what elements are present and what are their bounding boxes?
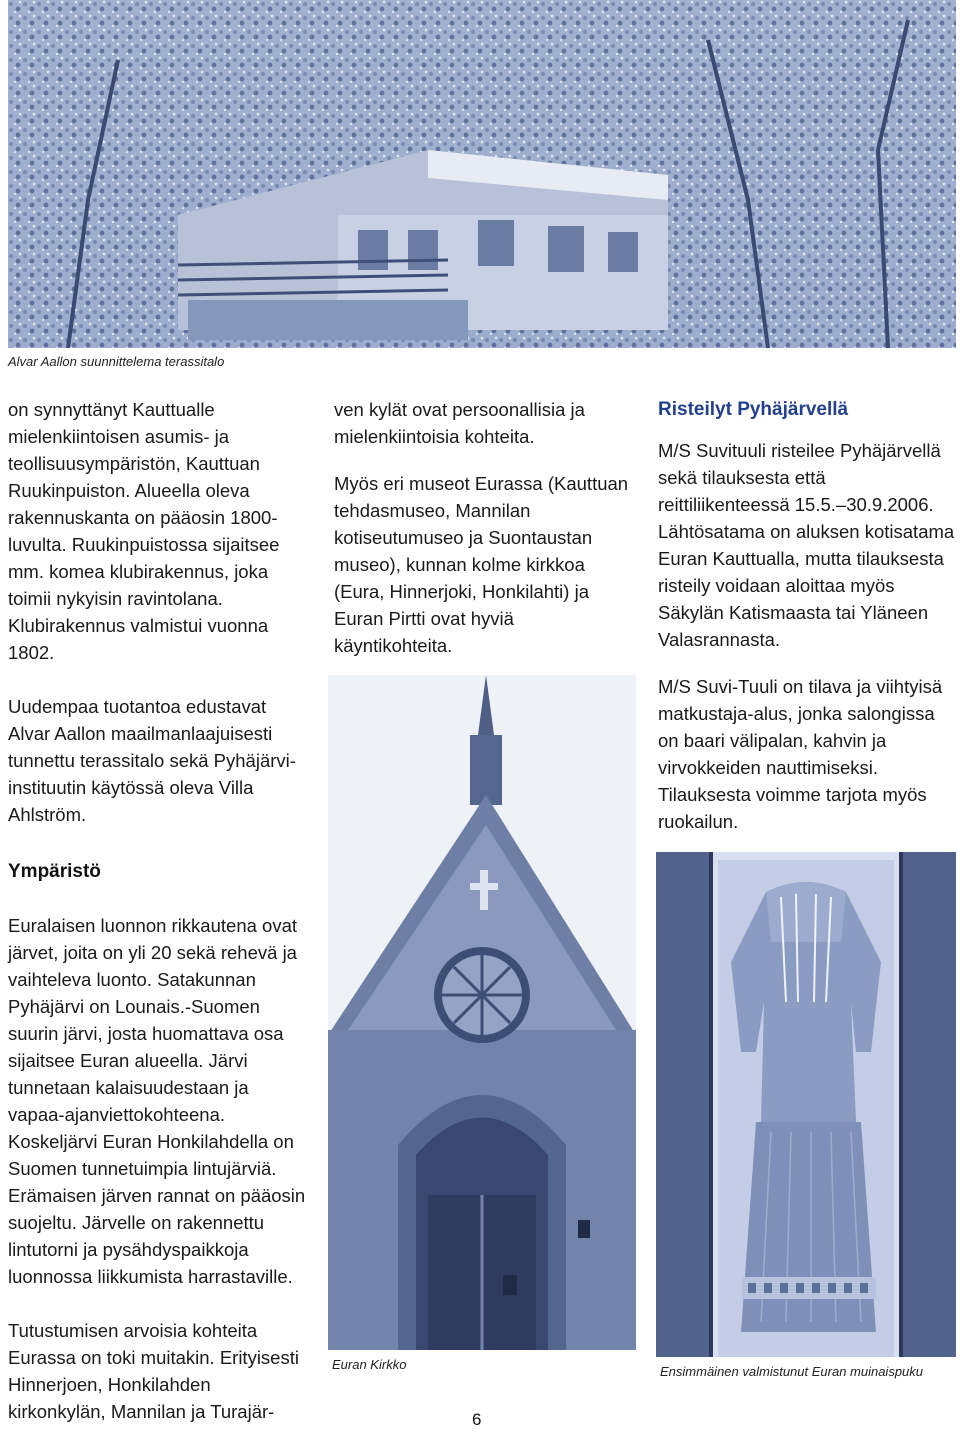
middle-para-1: ven kylät ovat persoonallisia ja mielenkiintoisia kohteita.	[334, 399, 585, 447]
page-number: 6	[472, 1410, 482, 1429]
left-para-2: Uudempaa tuotantoa edustavat Alvar Aallon maailmanlaajuisesti tunnettu terassitalo sekä Pyhäjärvi-instituutin käytössä oleva Villa Ahlström.	[8, 696, 296, 825]
top-photo-caption: Alvar Aallon suunnittelema terassitalo	[8, 354, 225, 369]
middle-column	[334, 396, 630, 659]
section-heading-ymparisto: Ympäristö	[8, 861, 101, 882]
church-caption: Euran Kirkko	[332, 1357, 407, 1372]
middle-para-2: Myös eri museot Eurassa (Kauttuan tehdasmuseo, Mannilan kotiseutumuseo ja Suontaustan museo), kunnan kolme kirkkoa (Eura, Hinnerjoki, Honkilahti) ja Euran Pirtti ovat hyviä käyntikohteita.	[334, 473, 629, 656]
terrace-house-photo	[8, 0, 956, 348]
right-para-2: M/S Suvi-Tuuli on tilava ja viihtyisä matkustaja-alus, jonka salongissa on baari välipalan, kahvin ja virvokkeiden nauttimiseksi. Tilauksesta voimme tarjota myös ruokailun.	[658, 676, 943, 832]
right-para-1: M/S Suvituuli risteilee Pyhäjärvellä sekä tilauksesta että reittiliikenteessä 15.5.–30.9.2006. Lähtösatama on aluksen kotisatama Euran Kauttualla, mutta tilauksesta risteily voidaan aloittaa myös Säkylän Katismaasta tai Yläneen Valasrannasta.	[658, 440, 955, 650]
costume-photo	[656, 852, 956, 1357]
left-para-3: Euralaisen luonnon rikkautena ovat järvet, joita on yli 20 sekä rehevä ja vaihteleva luonto. Satakunnan Pyhäjärvi on Lounais.-Suomen suurin järvi, josta huomattava osa sijaitsee Euran alueella. Järvi tunnetaan kalaisuudestaan ja vapaa-ajanviettokohteena. Koskeljärvi Euran Honkilahdella on Suomen tunnetuimpia lintujärviä. Erämaisen järven rannat on pääosin suojeltu. Järvelle on rakennettu lintutorni ja pysähdyspaikkoja luonnossa liikkumista harrastaville.	[8, 915, 306, 1287]
left-para-1: on synnyttänyt Kauttualle mielenkiintoisen asumis- ja teollisuusympäristön, Kauttuan Ruukinpuiston. Alueella oleva rakennuskanta on pääosin 1800-luvulta. Ruukinpuistossa sijaitsee mm. komea klubirakennus, joka toimii nykyisin ravintolana. Klubirakennus valmistui vuonna 1802.	[8, 399, 280, 663]
left-column	[8, 396, 308, 1425]
section-heading-risteilyt: Risteilyt Pyhäjärvellä	[658, 399, 849, 420]
church-photo	[328, 675, 636, 1350]
costume-caption: Ensimmäinen valmistunut Euran muinaispuku	[660, 1364, 924, 1379]
right-column	[658, 396, 956, 835]
left-para-4: Tutustumisen arvoisia kohteita Eurassa on toki muitakin. Erityisesti Hinnerjoen, Honkilahden kirkonkylän, Mannilan ja Turajär-	[8, 1320, 299, 1422]
